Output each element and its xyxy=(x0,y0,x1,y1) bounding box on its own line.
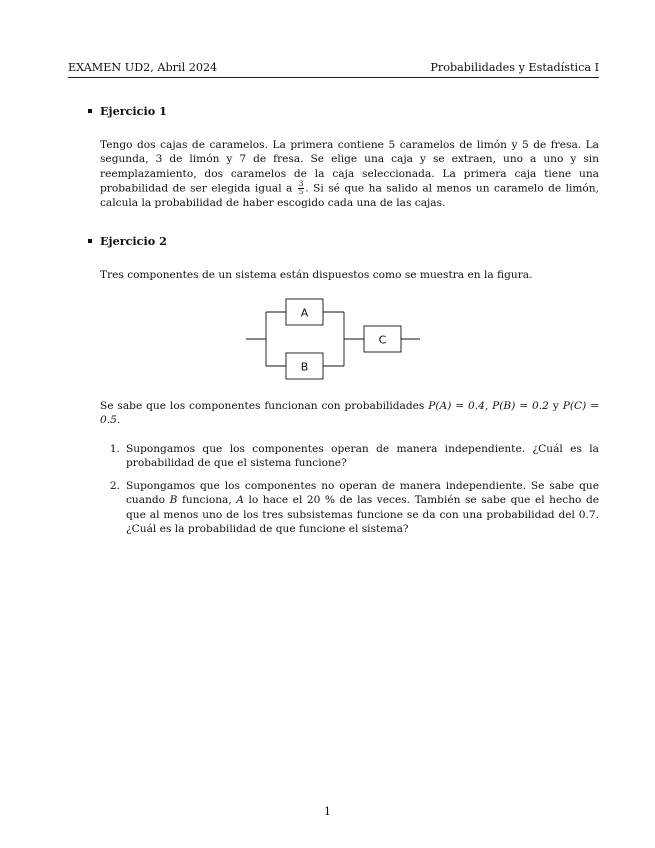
question-2-text-b: funciona, xyxy=(181,494,232,507)
page-number: 1 xyxy=(324,805,331,818)
bullet-icon xyxy=(88,109,92,113)
question-item xyxy=(100,442,599,471)
question-item xyxy=(100,479,599,537)
page-header xyxy=(68,61,599,78)
exercise-1-text-part1: Tengo dos cajas de caramelos. La primera contiene 5 caramelos de limón y 5 de fresa. La segunda, 3 de limón y 7 de fresa. Se elige una caja y se extraen, uno a uno y sin reemplazamiento, dos caramelos de la caja seleccionada. La primera caja tiene una probabilidad de ser elegida igual a xyxy=(100,139,599,195)
question-2-var-b: B xyxy=(169,494,178,507)
exercise-2-questions xyxy=(100,442,599,544)
exercise-1-text xyxy=(100,138,599,211)
exercise-1-text-part2: . Si sé que ha salido al menos un caramelo de limón, calcula la probabilidad de haber escogido cada una de las cajas. xyxy=(100,182,599,210)
system-diagram xyxy=(240,295,430,380)
exercise-2-heading xyxy=(88,234,167,248)
fraction-denominator: 5 xyxy=(298,188,304,197)
fraction-numerator: 3 xyxy=(298,180,304,189)
header-course-title: Probabilidades y Estadística I xyxy=(430,61,599,74)
question-number: 2. xyxy=(109,479,120,492)
exercise-1-title: Ejercicio 1 xyxy=(100,104,167,118)
question-text: Supongamos que los componentes operan de manera independiente. ¿Cuál es la probabilidad de que el sistema funcione? xyxy=(126,443,599,470)
question-number: 1. xyxy=(109,443,120,455)
prob-text-start: Se sabe que los componentes funcionan con probabilidades xyxy=(100,400,425,412)
question-2-text-a: Supongamos que los componentes no operan de manera independiente. Se sabe que cuando xyxy=(126,479,599,507)
question-2-var-a: A xyxy=(236,494,244,507)
exercise-2-intro-text: Tres componentes de un sistema están dispuestos como se muestra en la figura. xyxy=(100,269,533,281)
exercise-2-probabilities xyxy=(100,399,599,428)
question-text xyxy=(126,479,599,537)
bullet-icon xyxy=(88,239,92,243)
component-c-label: C xyxy=(378,333,387,347)
question-2-text-c: lo hace el 20 % de las veces. También se sabe que el hecho de que al menos uno de los tres subsistemas funcione se da con una probabilidad del 0.7. ¿Cuál es la probabilidad de que funcione el sistema? xyxy=(126,494,599,536)
component-a-label: A xyxy=(300,306,309,320)
exercise-2-intro xyxy=(100,268,599,282)
prob-a: P(A) = 0.4, xyxy=(428,400,489,412)
fraction-three-fifths xyxy=(298,181,304,196)
exercise-1-heading xyxy=(88,104,167,118)
prob-c: P(C) = 0.5. xyxy=(100,400,600,427)
prob-and: y xyxy=(552,400,559,412)
header-exam-title: EXAMEN UD2, Abril 2024 xyxy=(68,61,218,74)
exercise-2-title: Ejercicio 2 xyxy=(100,234,167,248)
component-b-label: B xyxy=(300,360,309,374)
prob-b: P(B) = 0.2 xyxy=(492,400,549,412)
